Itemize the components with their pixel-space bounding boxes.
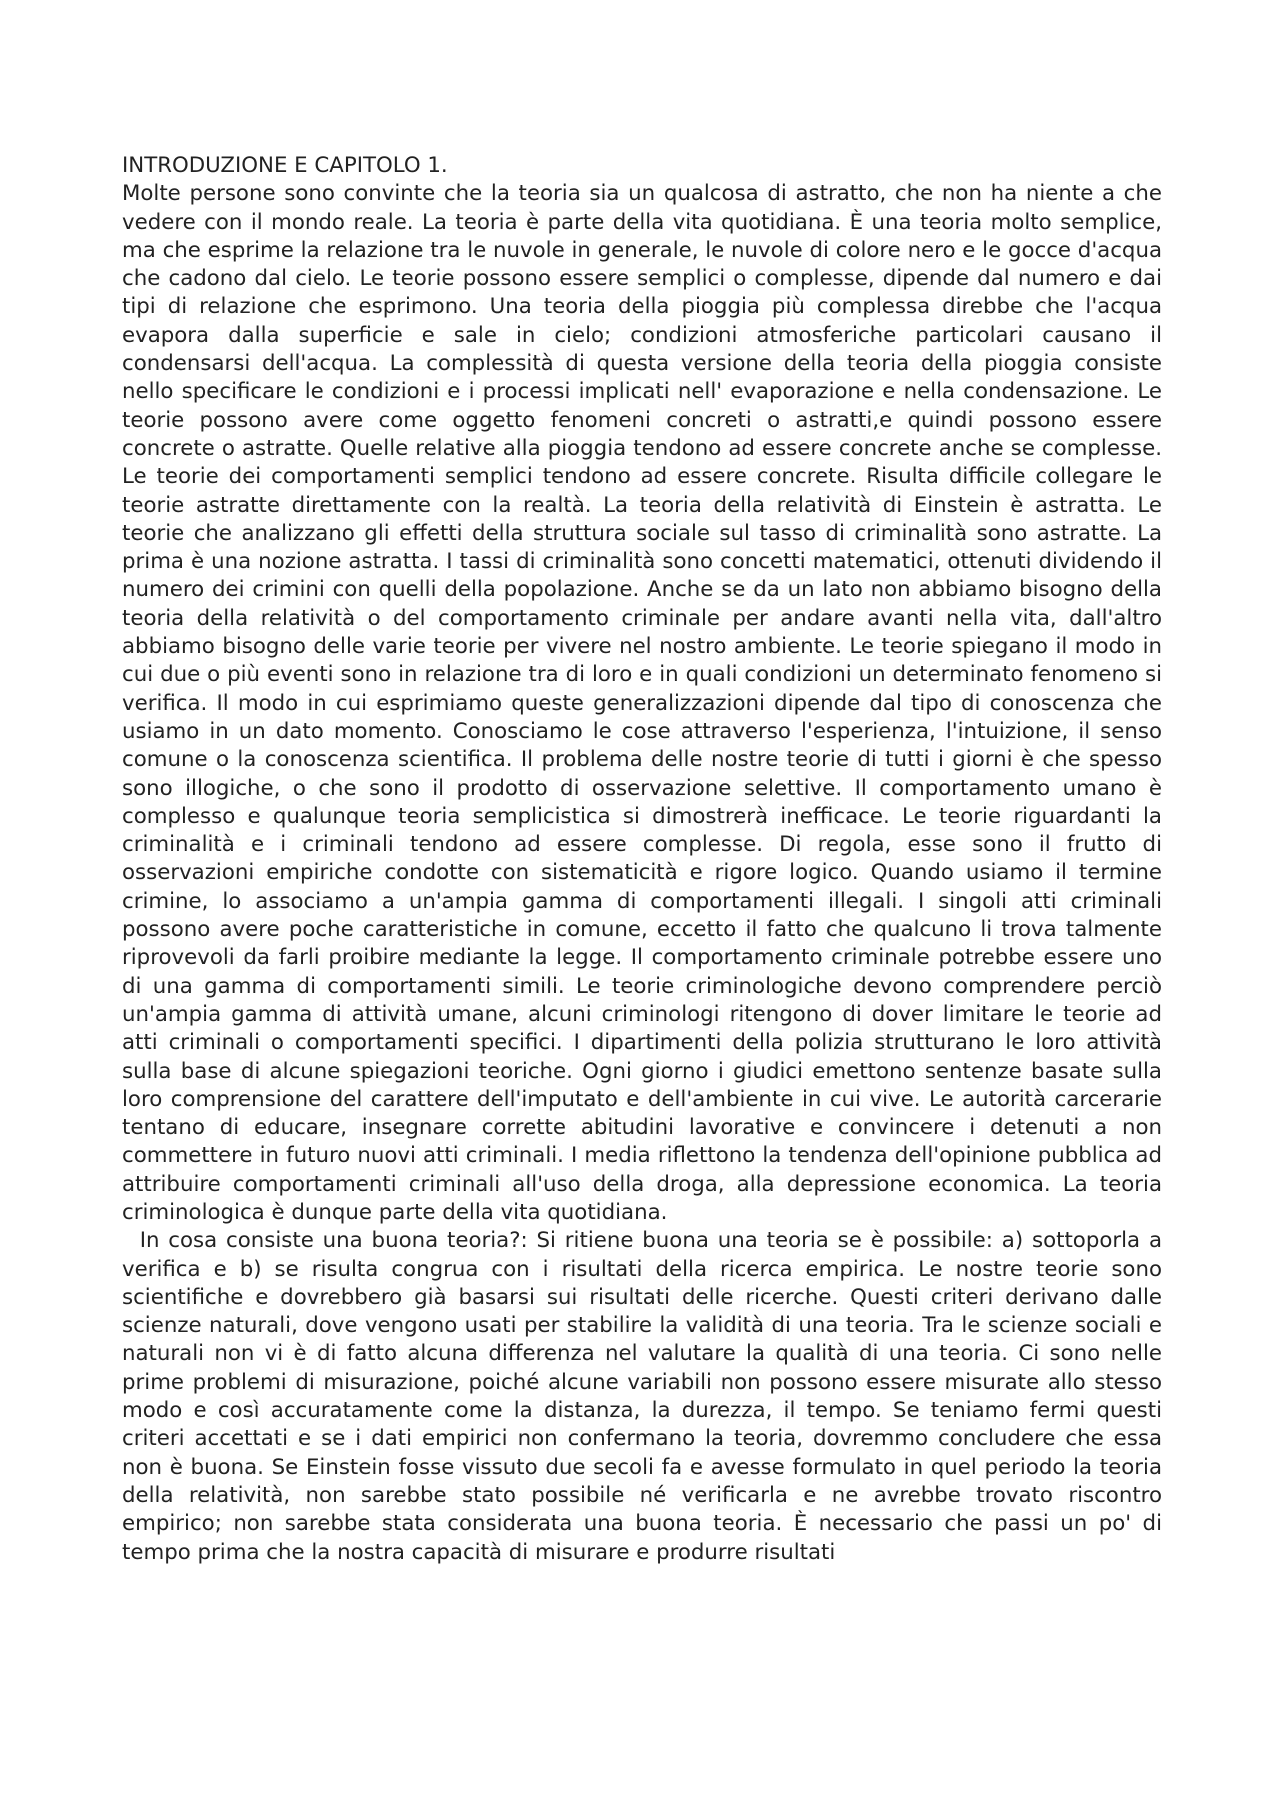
document-paragraph: In cosa consiste una buona teoria?: Si ritiene buona una teoria se è possibile: a) sottoporla a verifica e b) se risulta congrua con i risultati della ricerca empirica. Le nostre teorie sono scientifiche e dovrebbero già basarsi sui risultati delle ricerche. Questi criteri derivano dalle scienze naturali, dove vengono usati per stabilire la validità di una teoria. Tra le scienze sociali e naturali non vi è di fatto alcuna differenza nel valutare la qualità di una teoria. Ci sono nelle prime problemi di misurazione, poiché alcune variabili non possono essere misurate allo stesso modo e così accuratamente come la distanza, la durezza, il tempo. Se teniamo fermi questi criteri accettati e se i dati empirici non confermano la teoria, dovremmo concludere che essa non è buona. Se Einstein fosse vissuto due secoli fa e avesse formulato in quel periodo la teoria della relatività, non sarebbe stato possibile né verificarla e ne avrebbe trovato riscontro empirico; non sarebbe stata considerata una buona teoria. È necessario che passi un po' di tempo prima che la nostra capacità di misurare e produrre risultati (122, 1228, 1169, 1565)
document-paragraph: Molte persone sono convinte che la teoria sia un qualcosa di astratto, che non ha niente a che vedere con il mondo reale. La teoria è parte della vita quotidiana. È una teoria molto semplice, ma che esprime la relazione tra le nuvole in generale, le nuvole di colore nero e le gocce d'acqua che cadono dal cielo. Le teorie possono essere semplici o complesse, dipende dal numero e dai tipi di relazione che esprimono. Una teoria della pioggia più complessa direbbe che l'acqua evapora dalla superficie e sale in cielo; condizioni atmosferiche particolari causano il condensarsi dell'acqua. La complessità di questa versione della teoria della pioggia consiste nello specificare le condizioni e i processi implicati nell' evaporazione e nella condensazione. Le teorie possono avere come oggetto fenomeni concreti o astratti,e quindi possono essere concrete o astratte. Quelle relative alla pioggia tendono ad essere concrete anche se complesse. Le teorie dei comportamenti semplici tendono ad essere concrete. Risulta difficile collegare le teorie astratte direttamente con la realtà. La teoria della relatività di Einstein è astratta. Le teorie che analizzano gli effetti della struttura sociale sul tasso di criminalità sono astratte. La prima è una nozione astratta. I tassi di criminalità sono concetti matematici, ottenuti dividendo il numero dei crimini con quelli della popolazione. Anche se da un lato non abbiamo bisogno della teoria della relatività o del comportamento criminale per andare avanti nella vita, dall'altro abbiamo bisogno delle varie teorie per vivere nel nostro ambiente. Le teorie spiegano il modo in cui due o più eventi sono in relazione tra di loro e in quali condizioni un determinato fenomeno si verifica. Il modo in cui esprimiamo queste generalizzazioni dipende dal tipo di conoscenza che usiamo in un dato momento. Conosciamo le cose attraverso l'esperienza, l'intuizione, il senso comune o la conoscenza scientifica. Il problema delle nostre teorie di tutti i giorni è che spesso sono illogiche, o che sono il prodotto di osservazione selettive. Il comportamento umano è complesso e qualunque teoria semplicistica si dimostrerà inefficace. Le teorie riguardanti la criminalità e i criminali tendono ad essere complesse. Di regola, esse sono il frutto di osservazioni empiriche condotte con sistematicità e rigore logico. Quando usiamo il termine crimine, lo associamo a un'ampia gamma di comportamenti illegali. I singoli atti criminali possono avere poche caratteristiche in comune, eccetto il fatto che qualcuno li trova talmente riprovevoli da farli proibire mediante la legge. Il comportamento criminale potrebbe essere uno di una gamma di comportamenti simili. Le teorie criminologiche devono comprendere perciò un'ampia gamma di attività umane, alcuni criminologi ritengono di dover limitare le teorie ad atti criminali o comportamenti specifici. I dipartimenti della polizia strutturano le loro attività sulla base di alcune spiegazioni teoriche. Ogni giorno i giudici emettono sentenze basate sulla loro comprensione del carattere dell'imputato e dell'ambiente in cui vive. Le autorità carcerarie tentano di educare, insegnare corrette abitudini lavorative e convincere i detenuti a non commettere in futuro nuovi atti criminali. I media riflettono la tendenza dell'opinione pubblica ad attribuire comportamenti criminali all'uso della droga, alla depressione economica. La teoria criminologica è dunque parte della vita quotidiana. (122, 181, 1162, 1225)
document-heading: INTRODUZIONE E CAPITOLO 1. (122, 153, 448, 178)
document-page (122, 152, 1169, 1567)
